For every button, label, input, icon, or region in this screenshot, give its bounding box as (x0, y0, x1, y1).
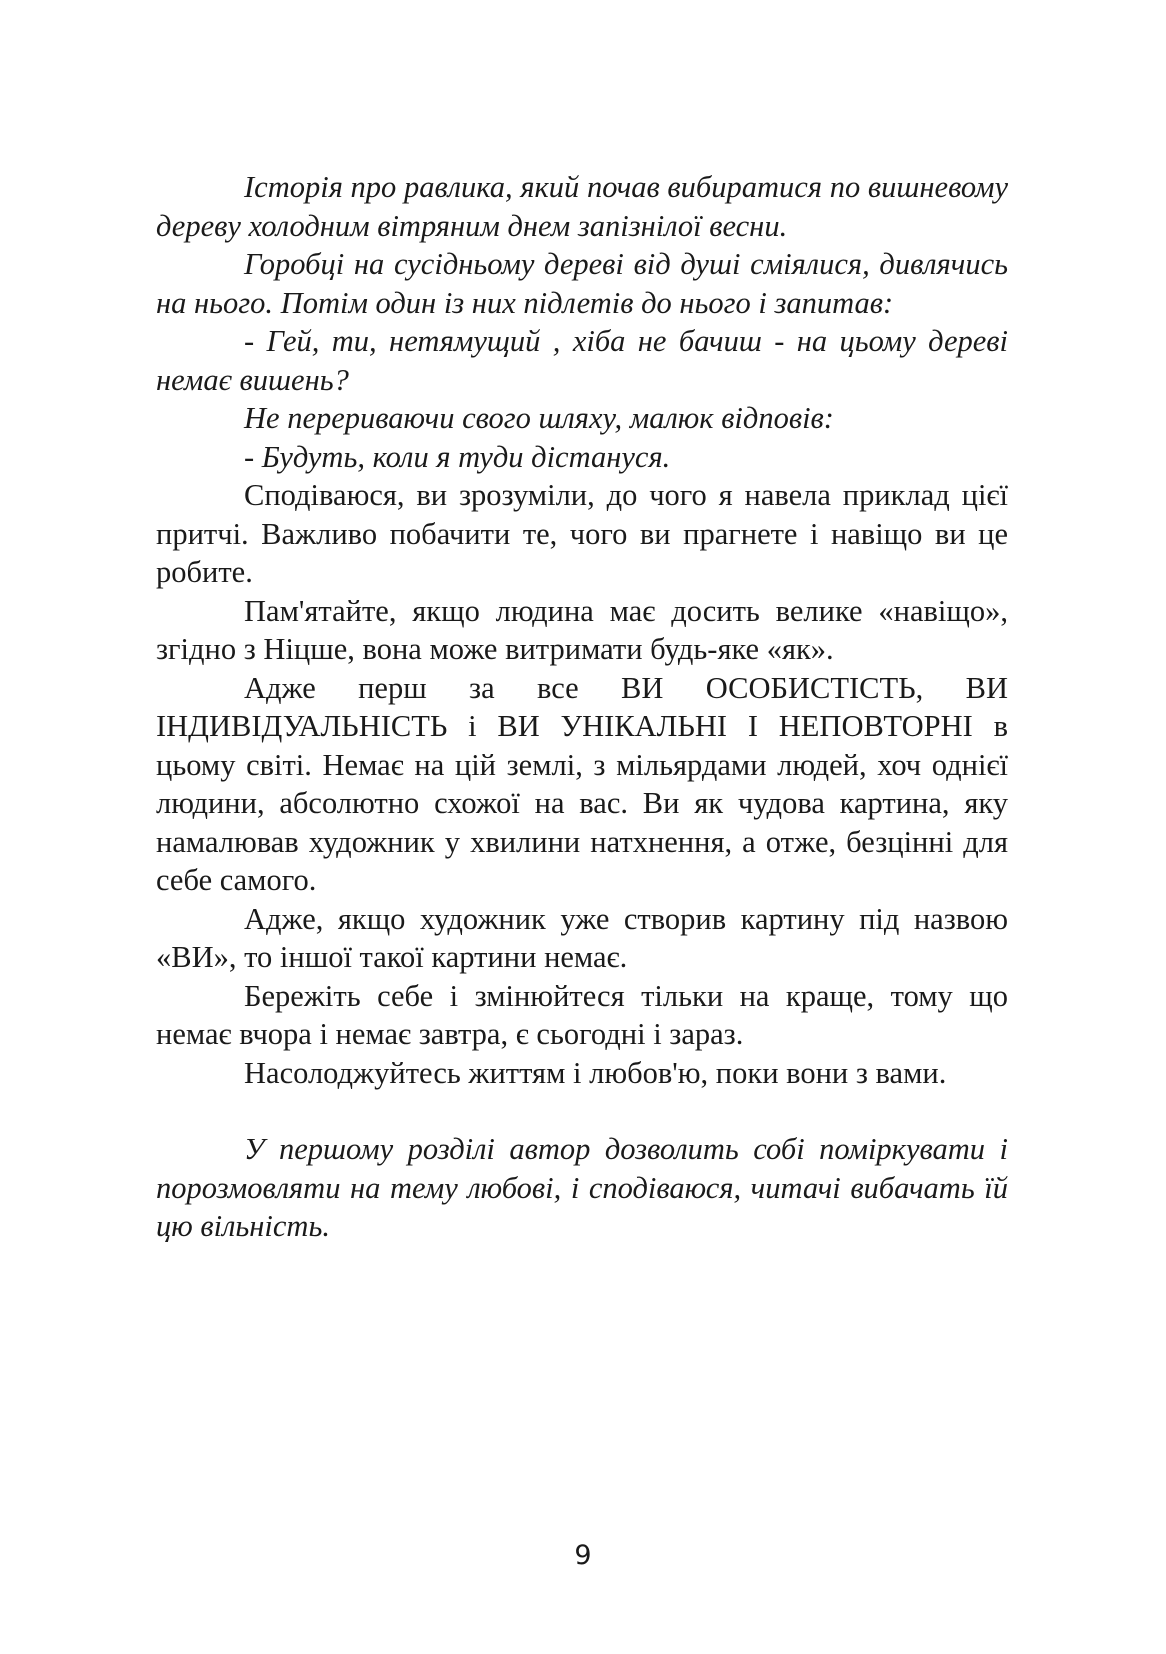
section-gap (156, 1092, 1008, 1130)
parable-section (156, 168, 1008, 476)
body-paragraph: Насолоджуйтесь життям і любов'ю, поки вони з вами. (244, 1055, 947, 1090)
parable-paragraph: - Гей, ти, нетямущий , хіба не бачиш - на цьому дереві немає вишень? (156, 324, 1008, 397)
body-paragraph: Адже перш за все ВИ ОСОБИСТІСТЬ, ВИ ІНДИВІДУАЛЬНІСТЬ і ВИ УНІКАЛЬНІ І НЕПОВТОРНІ в цьому світі. Немає на цій землі, з мільярдами людей, хоч однієї людини, абсолютно схожої на вас. Ви як чудова картина, яку намалював художник у хвилини натхнення, а отже, безцінні для себе самого. (156, 670, 1008, 897)
page-number: 9 (574, 1540, 592, 1571)
parable-paragraph: - Будуть, коли я туди дістануся. (244, 439, 671, 474)
body-section (156, 476, 1008, 1092)
closing-paragraph: У першому розділі автор дозволить собі поміркувати і порозмовляти на тему любові, і сподіваюся, читачі вибачать їй цю вільність. (156, 1132, 1008, 1243)
closing-section (156, 1130, 1008, 1246)
body-paragraph: Пам'ятайте, якщо людина має досить велике «навіщо», згідно з Ніцше, вона може витримати будь-яке «як». (156, 593, 1008, 666)
body-paragraph: Бережіть себе і змінюйтеся тільки на краще, тому що немає вчора і немає завтра, є сьогодні і зараз. (156, 978, 1008, 1051)
page-text (156, 168, 1008, 1246)
parable-paragraph: Горобці на сусідньому дереві від душі сміялися, дивлячись на нього. Потім один із них підлетів до нього і запитав: (156, 247, 1008, 320)
body-paragraph: Сподіваюся, ви зрозуміли, до чого я навела приклад цієї притчі. Важливо побачити те, чого ви прагнете і навіщо ви це робите. (156, 478, 1008, 589)
body-paragraph: Адже, якщо художник уже створив картину під назвою «ВИ», то іншої такої картини немає. (156, 901, 1008, 974)
parable-paragraph: Історія про равлика, який почав вибиратися по вишневому дереву холодним вітряним днем запізнілої весни. (156, 170, 1008, 243)
parable-paragraph: Не перериваючи свого шляху, малюк відповів: (244, 401, 834, 435)
